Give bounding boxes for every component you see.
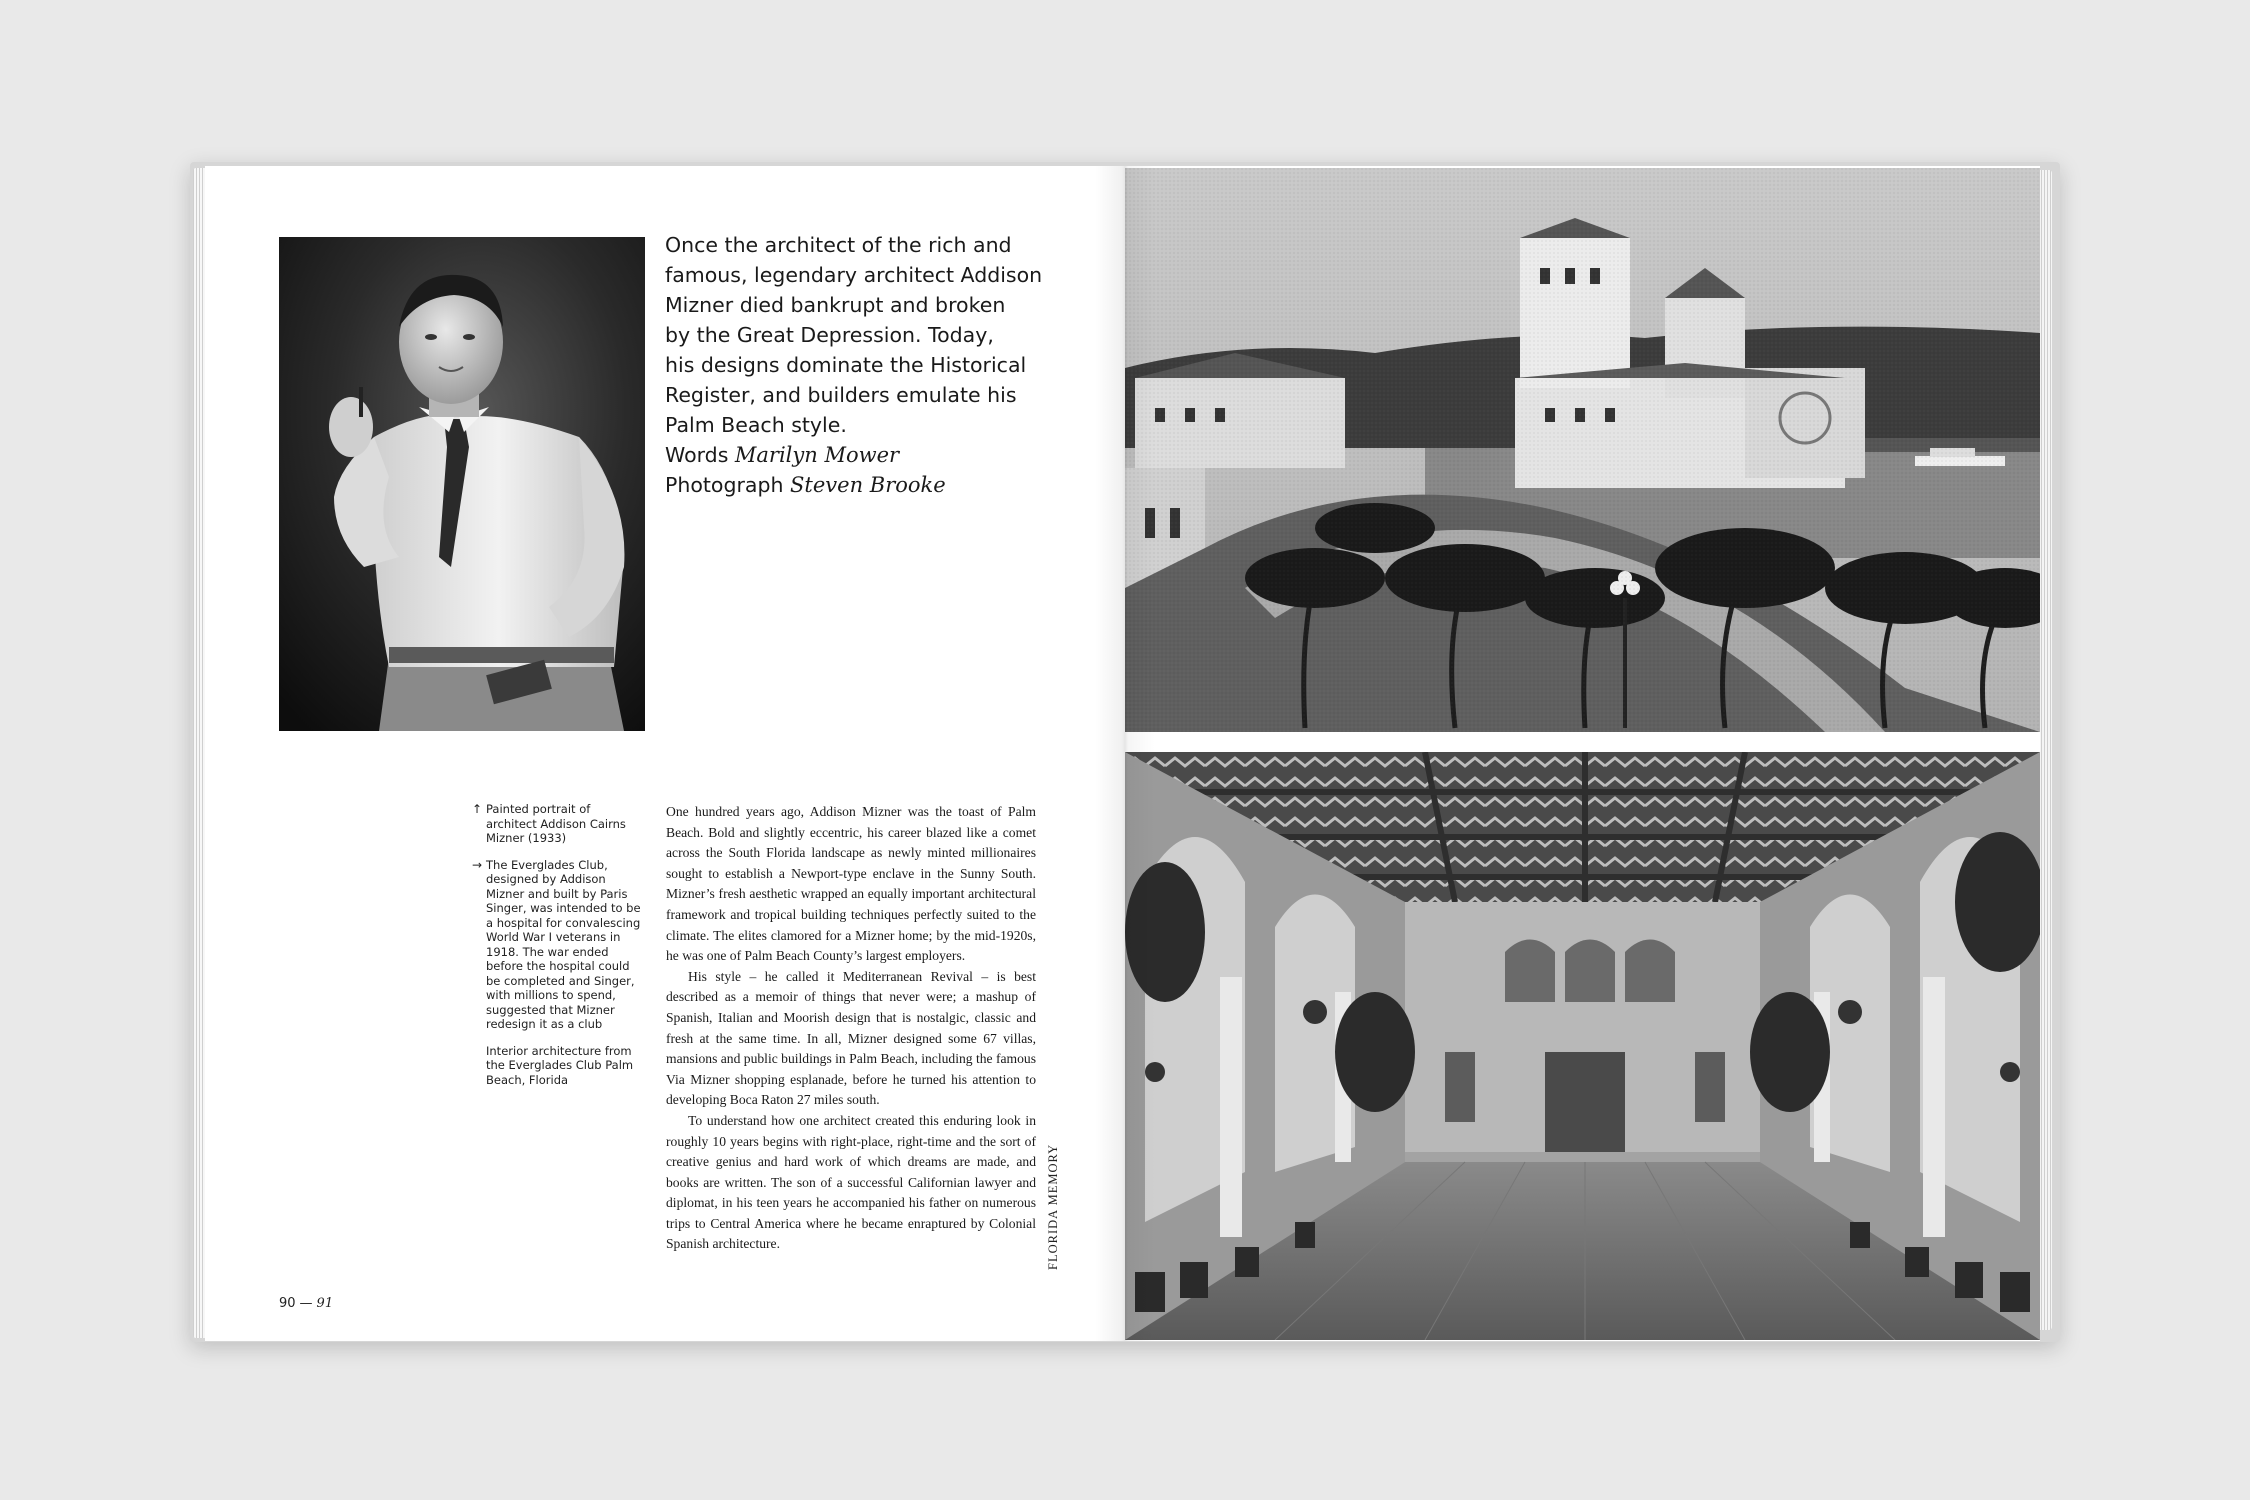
body-paragraph: One hundred years ago, Addison Mizner was the toast of Palm Beach. Bold and slightly eccentric, his career blazed like a comet across the South Florida landscape as newly minted millionaires sought to establish a Newport-type enclave in the Sunny South. Mizner’s fresh aesthetic wrapped an equally important architectural framework and tropical building techniques perfectly suited to the climate. The elites clamored for a Mizner home; by the mid-1920s, he was one of Palm Beach County’s largest employers. — [666, 804, 1036, 964]
page-number-right: 91 — [316, 1296, 334, 1311]
folio-separator: — — [299, 1296, 313, 1311]
arrow-up-icon: ↑ — [472, 802, 483, 816]
words-author: Marilyn Mower — [734, 443, 900, 467]
caption-exterior — [472, 858, 642, 1032]
exterior-photo — [1125, 168, 2040, 732]
intro-line: Mizner died bankrupt and broken — [665, 293, 1006, 317]
intro-line: Once the architect of the rich and — [665, 233, 1012, 257]
words-label: Words — [665, 443, 729, 467]
caption-text: The Everglades Club, designed by Addison Mizner and built by Paris Singer, was intended to be a hospital for convalescing World War I veterans in 1918. The war ended before the hospital could be completed and Singer, with millions to spend, suggested that Mizner redesign it as a club — [486, 857, 641, 1031]
photographer: Steven Brooke — [790, 473, 946, 497]
words-credit — [665, 440, 1085, 470]
photo-label: Photograph — [665, 473, 784, 497]
portrait-photo — [279, 237, 645, 731]
caption-spacer — [472, 1044, 486, 1088]
photo-credit-vertical: FLORIDA MEMORY — [1046, 1143, 1060, 1270]
intro-line: his designs dominate the Historical — [665, 353, 1027, 377]
caption-text: Interior architecture from the Everglades Club Palm Beach, Florida — [486, 1043, 634, 1087]
intro-deck — [665, 230, 1085, 500]
intro-line: Palm Beach style. — [665, 413, 847, 437]
page-number-left: 90 — [279, 1296, 296, 1311]
intro-line: Register, and builders emulate his — [665, 383, 1017, 407]
caption-text: Painted portrait of architect Addison Cairns Mizner (1933) — [486, 802, 626, 845]
photo-credit — [665, 470, 1085, 500]
captions — [472, 802, 642, 1099]
interior-photo — [1125, 752, 2040, 1340]
caption-portrait — [472, 802, 642, 846]
intro-line: famous, legendary architect Addison — [665, 263, 1043, 287]
body-paragraph: His style – he called it Mediterranean Revival – is best described as a memoir of things that never were; a mashup of Spanish, Italian and Moorish design that is nostalgic, classic and fresh at the same time. In all, Mizner designed some 67 villas, mansions and public buildings in Palm Beach, including the famous Via Mizner shopping esplanade, before he turned his attention to developing Boca Raton 27 miles south. — [666, 968, 1037, 1108]
page-numbers — [279, 1296, 333, 1311]
caption-interior — [472, 1044, 642, 1088]
article-body — [666, 802, 1036, 1255]
body-paragraph: To understand how one architect created this enduring look in roughly 10 years begins with right-place, right-time and the sort of creative genius and hard work of which dreams are made, and books are written. The son of a successful Californian lawyer and diplomat, in his teen years he accompanied his father on numerous trips to Central America where he became enraptured by Colonial Spanish architecture. — [666, 1112, 1036, 1252]
intro-line: by the Great Depression. Today, — [665, 323, 994, 347]
arrow-right-icon: → — [472, 857, 483, 872]
